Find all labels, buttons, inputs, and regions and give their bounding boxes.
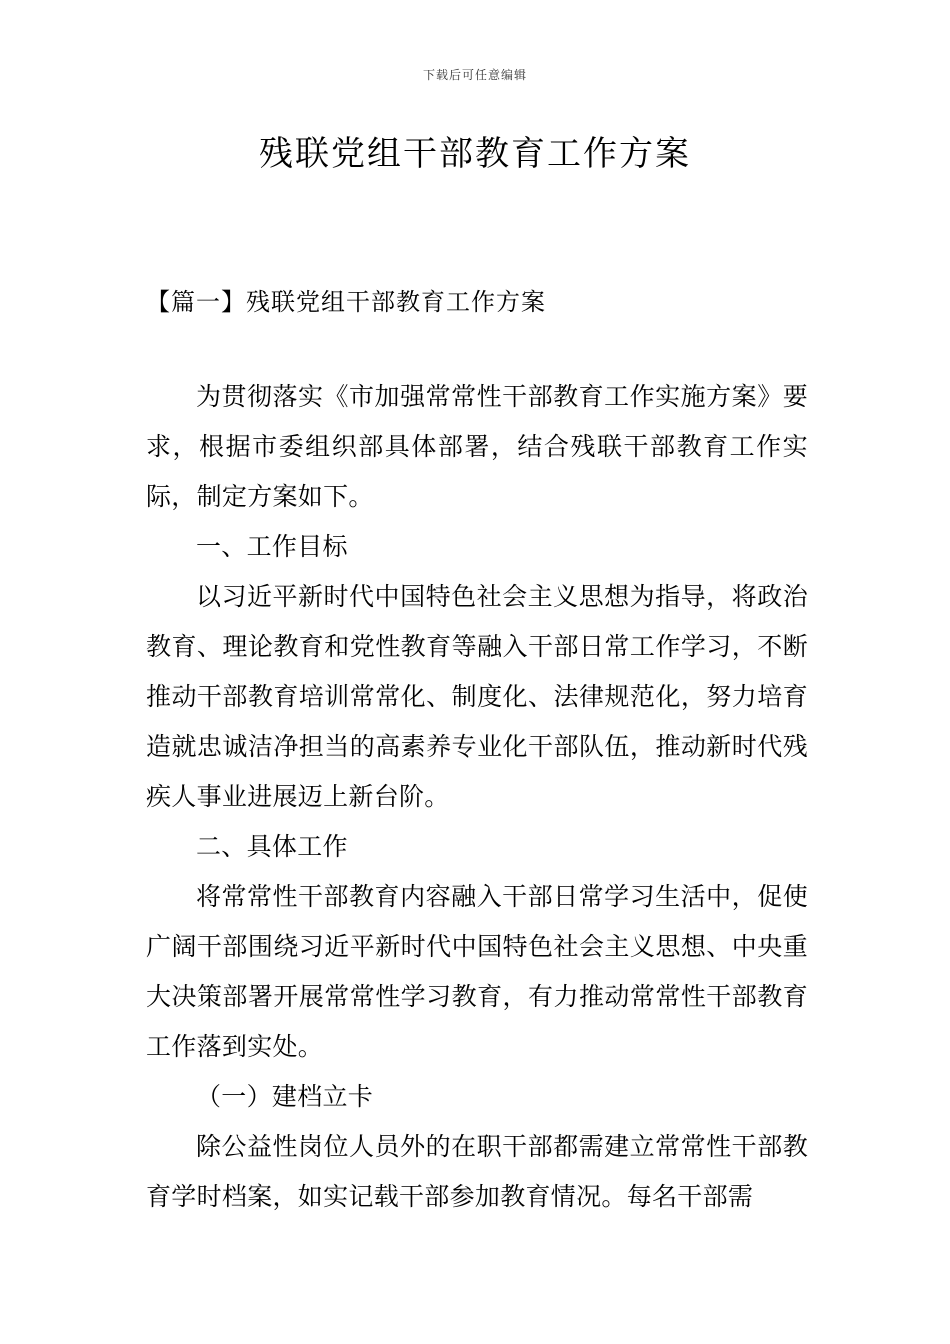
- document-title: 残联党组干部教育工作方案: [259, 134, 691, 174]
- paragraph-work-goal: 以习近平新时代中国特色社会主义思想为指导，将政治教育、理论教育和党性教育等融入干部日常工作学习，不断推动干部教育培训常常化、制度化、法律规范化，努力培育造就忠诚洁净担当的高素养专业化干部队伍，推动新时代残疾人事业进展迈上新台阶。: [146, 582, 808, 811]
- paragraph-filing: 除公益性岗位人员外的在职干部都需建立常常性干部教育学时档案，如实记载干部参加教育情况。每名干部需: [146, 1132, 808, 1211]
- heading-filing: （一）建档立卡: [196, 1082, 374, 1111]
- section-heading: 【篇一】残联党组干部教育工作方案: [146, 288, 546, 316]
- heading-work-goal: 一、工作目标: [196, 532, 348, 561]
- header-note: 下载后可任意编辑: [422, 68, 527, 82]
- heading-specific-work: 二、具体工作: [196, 832, 348, 861]
- document-body: [146, 372, 808, 1222]
- paragraph-intro: 为贯彻落实《市加强常常性干部教育工作实施方案》要求，根据市委组织部具体部署，结合残联干部教育工作实际，制定方案如下。: [146, 382, 808, 511]
- paragraph-specific-work: 将常常性干部教育内容融入干部日常学习生活中，促使广阔干部围绕习近平新时代中国特色社会主义思想、中央重大决策部署开展常常性学习教育，有力推动常常性干部教育工作落到实处。: [146, 882, 808, 1061]
